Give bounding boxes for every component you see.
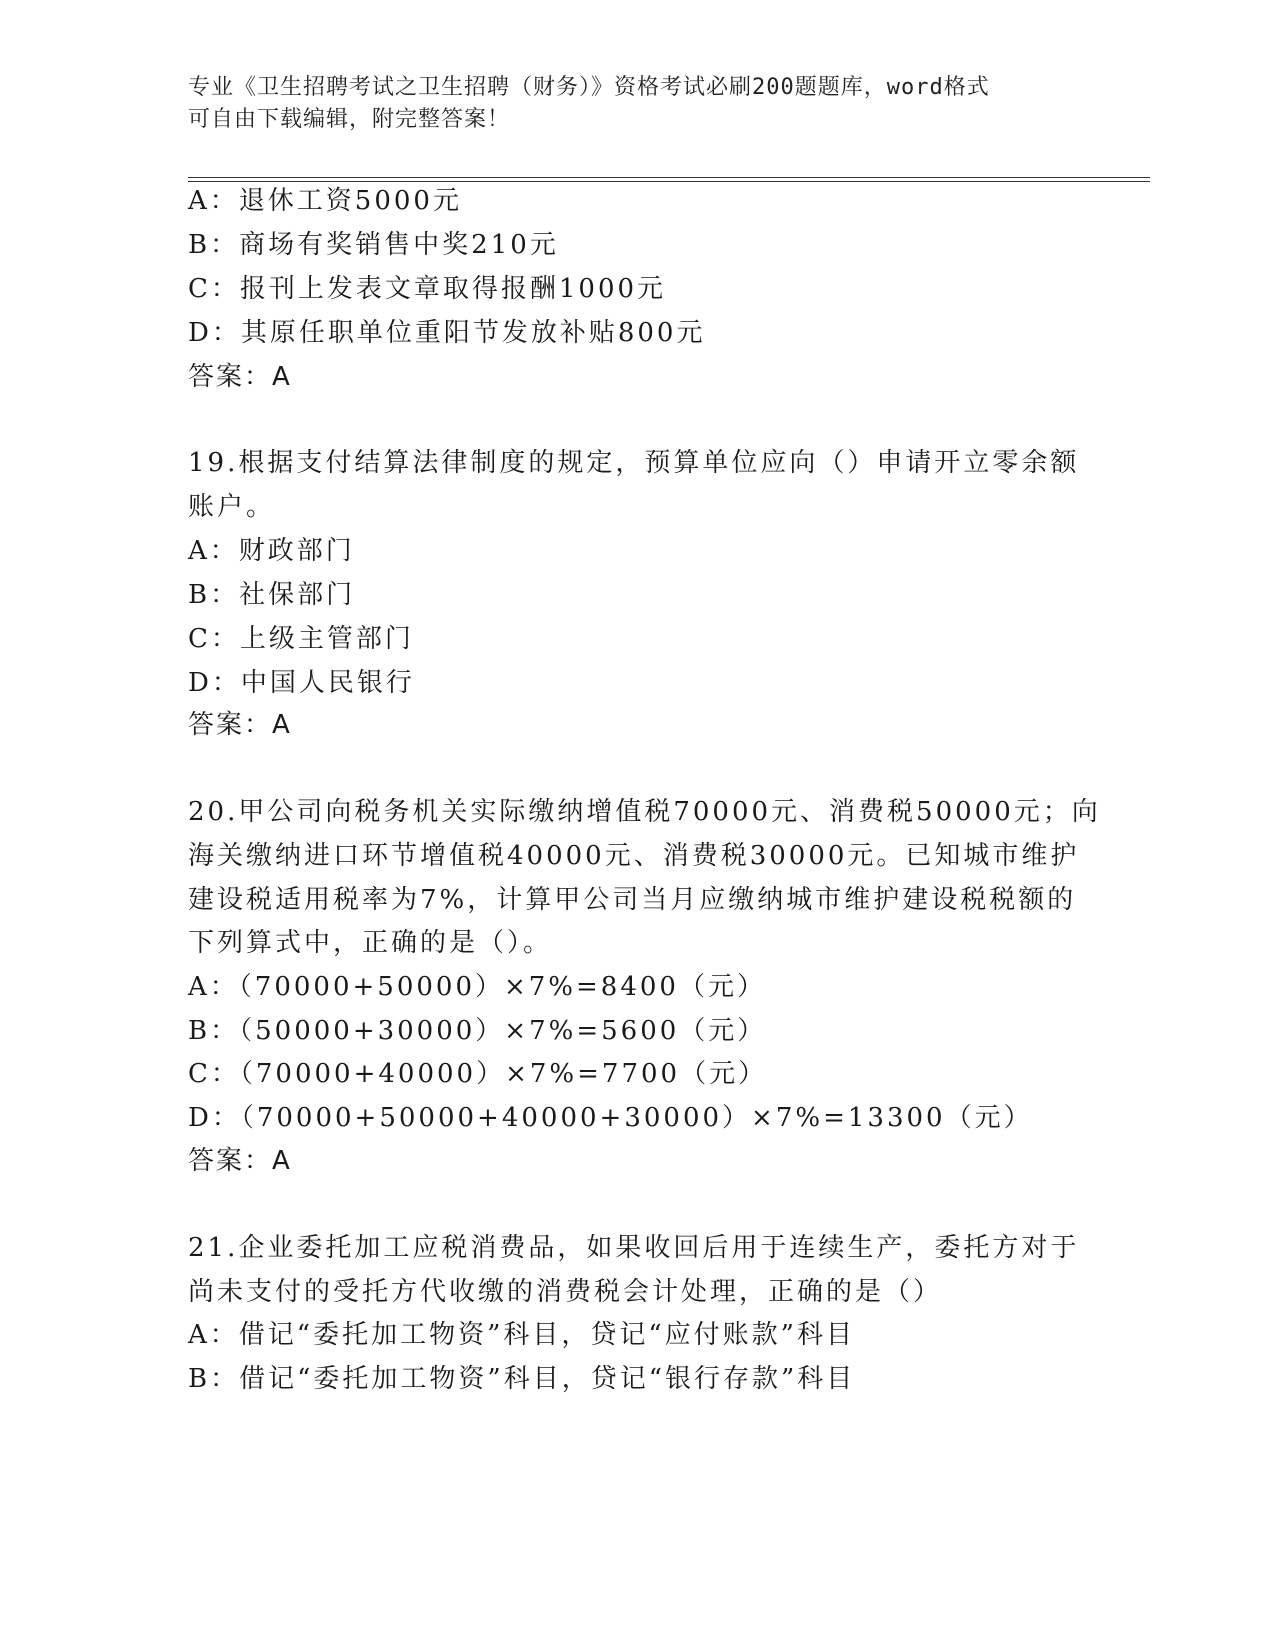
q18-option-b: B：商场有奖销售中奖210元 bbox=[188, 230, 559, 260]
q18-option-c: C：报刊上发表文章取得报酬1000元 bbox=[188, 274, 667, 304]
q21-stem-line-2: 尚未支付的受托方代收缴的消费税会计处理，正确的是（） bbox=[188, 1277, 943, 1307]
q20-option-d: D：（70000+50000+40000+30000）×7%=13300（元） bbox=[188, 1103, 1033, 1133]
q18-answer: 答案：A bbox=[188, 362, 292, 392]
header-rule-top bbox=[188, 177, 1150, 178]
q20-stem-line-1: 20.甲公司向税务机关实际缴纳增值税70000元、消费税50000元；向 bbox=[188, 797, 1101, 827]
q21-option-b: B：借记“委托加工物资”科目，贷记“银行存款”科目 bbox=[188, 1364, 856, 1394]
q19-option-c: C：上级主管部门 bbox=[188, 624, 414, 654]
q20-option-b: B：（50000+30000）×7%=5600（元） bbox=[188, 1016, 767, 1046]
header-rule-bottom bbox=[188, 181, 1150, 182]
q21-stem-line-1: 21.企业委托加工应税消费品，如果收回后用于连续生产，委托方对于 bbox=[188, 1233, 1080, 1263]
q20-option-c: C：（70000+40000）×7%=7700（元） bbox=[188, 1059, 768, 1089]
q20-answer: 答案：A bbox=[188, 1146, 292, 1176]
q20-stem-line-2: 海关缴纳进口环节增值税40000元、消费税30000元。已知城市维护 bbox=[188, 841, 1080, 871]
q19-option-a: A：财政部门 bbox=[188, 536, 355, 566]
q19-stem-line-2: 账户。 bbox=[188, 492, 276, 522]
q20-option-a: A：（70000+50000）×7%=8400（元） bbox=[188, 972, 766, 1002]
q19-option-d: D：中国人民银行 bbox=[188, 668, 415, 698]
q20-stem-line-3: 建设税适用税率为7%，计算甲公司当月应缴纳城市维护建设税税额的 bbox=[188, 885, 1077, 915]
header-line-1: 专业《卫生招聘考试之卫生招聘（财务）》资格考试必刷200题题库，word格式 bbox=[188, 75, 990, 100]
q19-option-b: B：社保部门 bbox=[188, 580, 356, 610]
header-line-2: 可自由下载编辑，附完整答案！ bbox=[188, 107, 511, 132]
q18-option-a: A：退休工资5000元 bbox=[188, 186, 462, 216]
q19-stem-line-1: 19.根据支付结算法律制度的规定，预算单位应向（）申请开立零余额 bbox=[188, 448, 1080, 478]
q19-answer: 答案：A bbox=[188, 710, 292, 740]
q21-option-a: A：借记“委托加工物资”科目，贷记“应付账款”科目 bbox=[188, 1320, 855, 1350]
q18-option-d: D：其原任职单位重阳节发放补贴800元 bbox=[188, 318, 706, 348]
q20-stem-line-4: 下列算式中，正确的是（）。 bbox=[188, 928, 553, 958]
document-header bbox=[188, 72, 1068, 136]
